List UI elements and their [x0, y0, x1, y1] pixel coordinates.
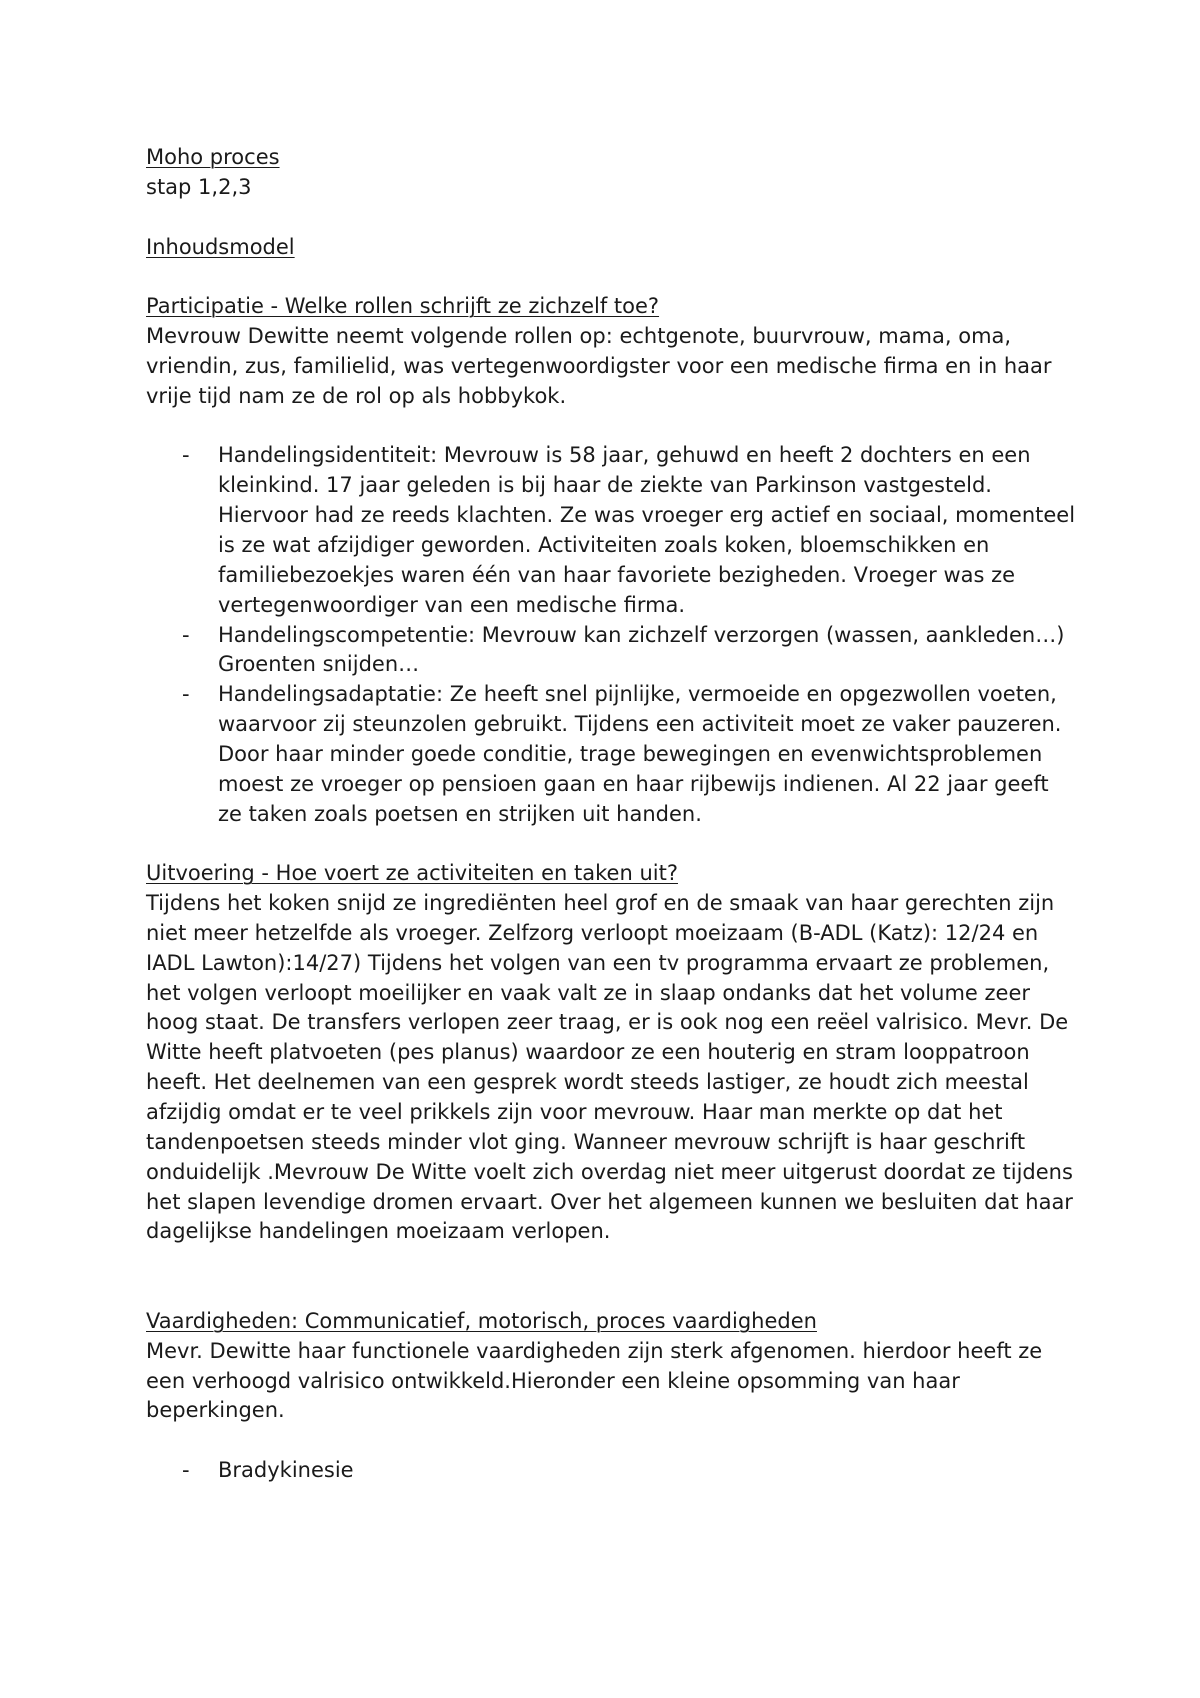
dash-bullet: -: [182, 1458, 190, 1483]
spacer: [146, 203, 1076, 233]
spacer: [146, 262, 1076, 292]
list-item-handelingsidentiteit: [182, 441, 1076, 620]
paragraph-uitvoering: Tijdens het koken snijd ze ingrediënten heel grof en de smaak van haar gerechten zijn niet meer hetzelfde als vroeger. Zelfzorg verloopt moeizaam (B-ADL (Katz): 12/24 en IADL Lawton):14/27) Tijdens het volgen van een tv programma ervaart ze problemen, het volgen verloopt moeilijker en vaak valt ze in slaap ondanks dat het volume zeer hoog staat. De transfers verlopen zeer traag, er is ook nog een reëel valrisico. Mevr. De Witte heeft platvoeten (pes planus) waardoor ze een houterig en stram looppatroon heeft. Het deelnemen van een gesprek wordt steeds lastiger, ze houdt zich meestal afzijdig omdat er te veel prikkels zijn voor mevrouw. Haar man merkte op dat het tandenpoetsen steeds minder vlot ging. Wanneer mevrouw schrijft is haar geschrift onduidelijk .Mevrouw De Witte voelt zich overdag niet meer uitgerust doordat ze tijdens het slapen levendige dromen ervaart. Over het algemeen kunnen we besluiten dat haar dagelijkse handelingen moeizaam verlopen.: [146, 891, 1073, 1244]
document-subtitle: stap 1,2,3: [146, 174, 252, 199]
heading-vaardigheden: Vaardigheden: Communicatief, motorisch, proces vaardigheden: [146, 1308, 817, 1333]
list-item-bradykinesie: [182, 1456, 1076, 1486]
list-item-text: Handelingsadaptatie: Ze heeft snel pijnlijke, vermoeide en opgezwollen voeten, waarvoor zij steunzolen gebruikt. Tijdens een activiteit moet ze vaker pauzeren. Door haar minder goede conditie, trage bewegingen en evenwichtsproblemen moest ze vroeger op pensioen gaan en haar rijbewijs indienen. Al 22 jaar geeft ze taken zoals poetsen en strijken uit handen.: [218, 682, 1062, 826]
document-title: Moho proces: [146, 145, 280, 169]
heading-participatie: Participatie - Welke rollen schrijft ze zichzelf toe?: [146, 294, 660, 319]
document-page: [146, 143, 1076, 1486]
dash-bullet: -: [182, 622, 190, 647]
list-item-text: Handelingsidentiteit: Mevrouw is 58 jaar, gehuwd en heeft 2 dochters en een kleinkind. 17 jaar geleden is bij haar de ziekte van Parkinson vastgesteld. Hiervoor had ze reeds klachten. Ze was vroeger erg actief en sociaal, momenteel is ze wat afzijdiger geworden. Activiteiten zoals koken, bloemschikken en familiebezoekjes waren één van haar favoriete bezigheden. Vroeger was ze vertegenwoordiger van een medische firma.: [218, 443, 1076, 617]
list-item-handelingscompetentie: [182, 621, 1076, 681]
list-item-text: Bradykinesie: [218, 1458, 354, 1483]
list-item-handelingsadaptatie: [182, 680, 1076, 829]
dash-bullet: -: [182, 443, 190, 468]
spacer: [146, 829, 1076, 859]
spacer: [146, 1247, 1076, 1307]
dash-bullet: -: [182, 682, 190, 707]
spacer: [146, 412, 1076, 442]
section-heading-inhoudsmodel: Inhoudsmodel: [146, 234, 295, 259]
spacer: [146, 1426, 1076, 1456]
paragraph-participatie: Mevrouw Dewitte neemt volgende rollen op: echtgenote, buurvrouw, mama, oma, vriendin, zus, familielid, was vertegenwoordigster voor een medische firma en in haar vrije tijd nam ze de rol op als hobbykok.: [146, 324, 1052, 408]
list-item-text: Handelingscompetentie: Mevrouw kan zichzelf verzorgen (wassen, aankleden…) Groenten snijden…: [218, 622, 1065, 677]
heading-uitvoering: Uitvoering - Hoe voert ze activiteiten en taken uit?: [146, 861, 678, 886]
list-participatie: [146, 441, 1076, 829]
paragraph-vaardigheden: Mevr. Dewitte haar functionele vaardigheden zijn sterk afgenomen. hierdoor heeft ze een verhoogd valrisico ontwikkeld.Hieronder een kleine opsomming van haar beperkingen.: [146, 1338, 1043, 1423]
list-vaardigheden: [146, 1456, 1076, 1486]
